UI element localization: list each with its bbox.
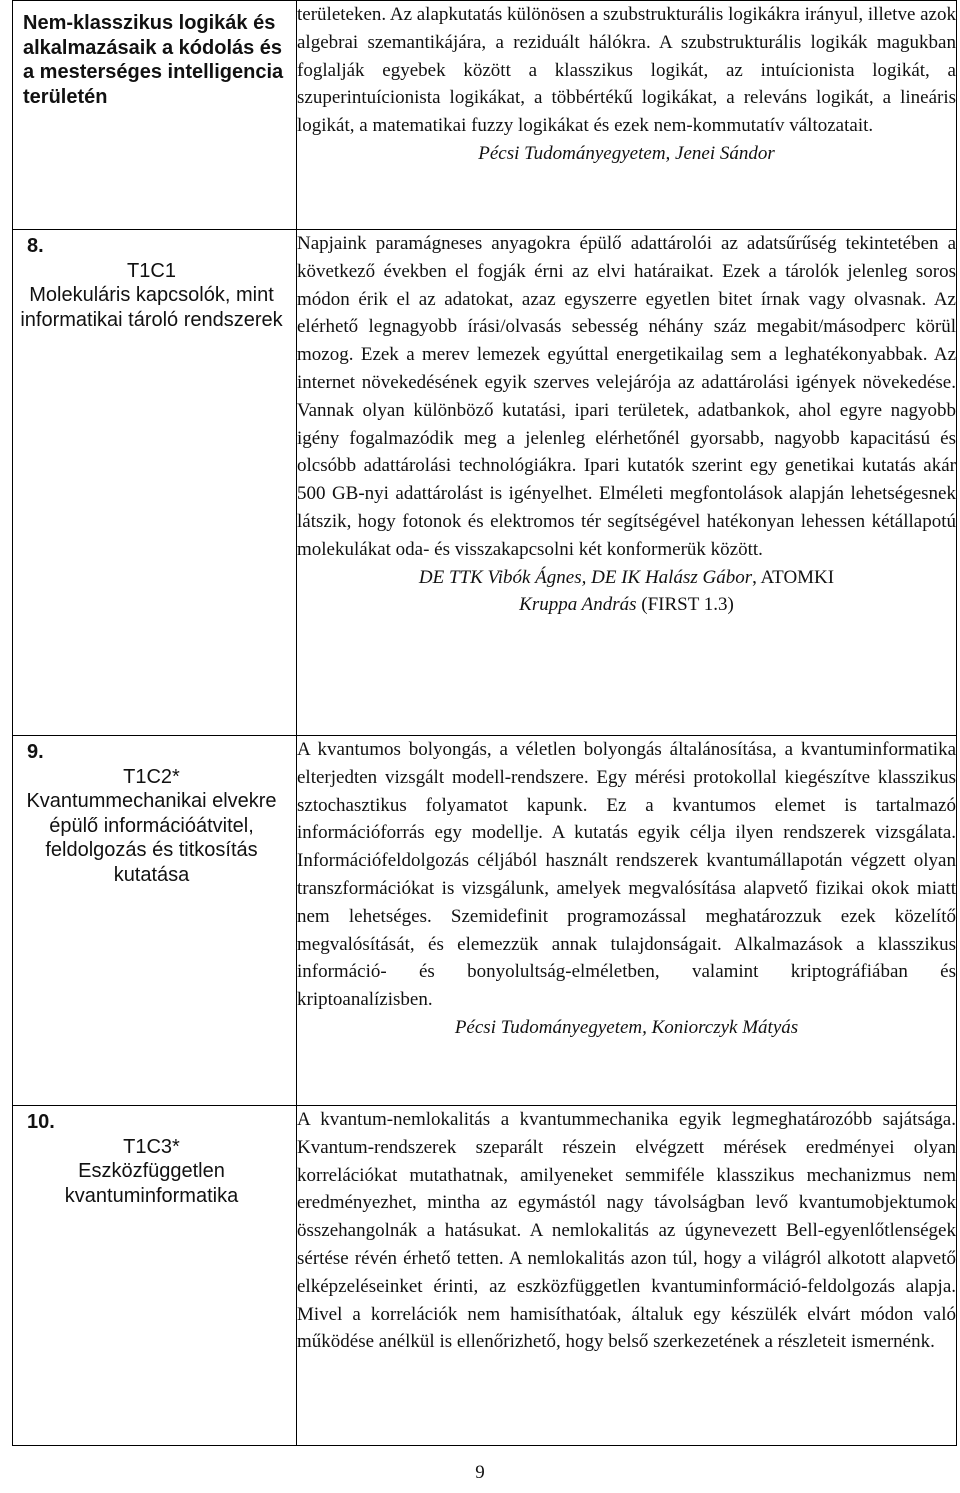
section-10-paragraph: A kvantum-nemlokalitás a kvantummechanika egyik legmeghatározóbb sajátsága. Kvantum-rendszerek szeparált részein elvégzett mérések eredményei olyan korrelációkat mutathatnak, amilyeneket semmiféle klasszikus mechanizmus nem eredményezhet, mintha az egymástól nagy távolságban levő kvantumobjektumok összehangolnák a hatásukat. A nemlokalitás az úgynevezett Bell-egyenlőtlenségek sértése révén érhető tetten. A nemlokalitás azon túl, hogy a világról alkotott alapvető elképzeléseinket érinti, az eszközfüggetlen kvantuminformáció-feldolgozás alapja. Mivel a korrelációk nem hamisíthatóak, általuk egy készülék elvárt módon való működése anélkül is ellenőrizhető, hogy belső szerkezetének a részleteit ismernénk. xyxy=(297,1109,956,1353)
section-title: Molekuláris kapcsolók, mint informatikai tároló rendszerek xyxy=(20,284,283,331)
signature-part: DE TTK Vibók Ágnes, DE IK Halász Gábor xyxy=(418,566,753,588)
table-row xyxy=(13,1106,957,1446)
table-row xyxy=(13,1,957,230)
section-title: Eszközfüggetlen kvantuminformatika xyxy=(64,1160,239,1207)
signature xyxy=(297,564,956,620)
left-cell xyxy=(13,736,297,1106)
section-8-label xyxy=(13,230,296,332)
page-number: 9 xyxy=(475,1462,485,1483)
section-10-label xyxy=(13,1106,296,1208)
signature-part: , ATOMKI xyxy=(752,566,835,588)
content-table xyxy=(12,0,957,1446)
section-number: 8. xyxy=(27,235,44,257)
section-9-label xyxy=(13,736,296,887)
section-title: Kvantummechanikai elvekre épülő információátvitel, feldolgozás és titkosítás kutatása xyxy=(26,790,277,886)
signature: Pécsi Tudományegyetem, Koniorczyk Mátyás xyxy=(454,1016,799,1038)
section-number: 9. xyxy=(27,741,44,763)
intro-paragraph: területeken. Az alapkutatás különösen a szubstrukturális logikákra irányul, illetve azok algebrai szemantikájára, a reziduált hálókra. A szubstrukturális logikák magukban foglalják egyebek között a klasszikus logikát, az intuícionista logikát, a szuperintuícionista logikákat, a többértékű logikákat, a releváns logikát, a lineáris logikát, a matematikai fuzzy logikákat és ezek nem-kommutatív változatait. xyxy=(297,4,956,137)
section-header: Nem-klasszikus logikák és alkalmazásaik a kódolás és a mesterséges intelligencia területén xyxy=(23,12,284,108)
section-code: T1C1 xyxy=(127,259,176,282)
left-cell xyxy=(13,1,297,230)
right-cell xyxy=(297,230,957,736)
section-8-paragraph: Napjaink paramágneses anyagokra épülő adattárolói az adatsűrűség tekintetében a következő években el fogják érni az elvi határaikat. Ezek a tárolók jelenleg soros módon érik el az adatokat, azaz egyszerre egyetlen bitet írnak vagy olvasnak. Az elérhető legnagyobb írási/olvasás sebesség néhány száz megabit/másodperc körül mozog. Ezek a merev lemezek egyúttal energetikailag sem a leghatékonyabbak. Az internet növekedésének egyik szerves velejárója az adattárolási igények növekedése. Vannak olyan különböző kutatási, ipari területek, adatbankok, ahol egyre nagyobb igény fogalmazódik meg a jelenleg elérhetőnél gyorsabb, nagyobb kapacitású és olcsóbb adattárolási technológiákra. Ipari kutatók szerint egy genetikai kutatás akár 500 GB-nyi adattárolást is igényelhet. Elméleti megfontolások alapján lehetségesnek látszik, hogy fotonok és elektromos tér segítségével hatékonyan lehessen kétállapotú molekulákat oda- és visszakapcsolni két konformerük között. xyxy=(297,233,956,560)
section-9-paragraph: A kvantumos bolyongás, a véletlen bolyongás általánosítása, a kvantuminformatika elterjedten vizsgált modell-rendszere. Egy mérési protokollal kiegészítve klasszikus sztochasztikus folyamatot kapunk. Ez a kvantumos elemet is tartalmazó információforrás egy modellje. A kutatás egyik célja ilyen rendszerek vizsgálata. Információfeldolgozás céljából használt rendszerek kvantumállapotán végzett olyan transzformációkat is vizsgálunk, amelyek megvalósítása alapvető fizikai okok miatt nem lehetséges. Szemidefinit programozással meghatározzuk ezek közelítő megvalósítását, és elemezzük annak tulajdonságait. Alkalmazások a klasszikus információ- és bonyolultság-elméletben, valamint kriptográfiában és kriptoanalízisben. xyxy=(297,739,956,1011)
table-row xyxy=(13,736,957,1106)
table-row xyxy=(13,230,957,736)
signature-part: (FIRST 1.3) xyxy=(636,594,734,616)
section-number: 10. xyxy=(27,1111,55,1133)
right-cell xyxy=(297,736,957,1106)
section-code: T1C2* xyxy=(123,765,180,788)
left-cell xyxy=(13,230,297,736)
left-cell xyxy=(13,1106,297,1446)
signature-part: Kruppa András xyxy=(519,594,637,616)
signature: Pécsi Tudományegyetem, Jenei Sándor xyxy=(478,142,775,164)
section-code: T1C3* xyxy=(123,1135,180,1158)
right-cell xyxy=(297,1,957,230)
right-cell xyxy=(297,1106,957,1446)
